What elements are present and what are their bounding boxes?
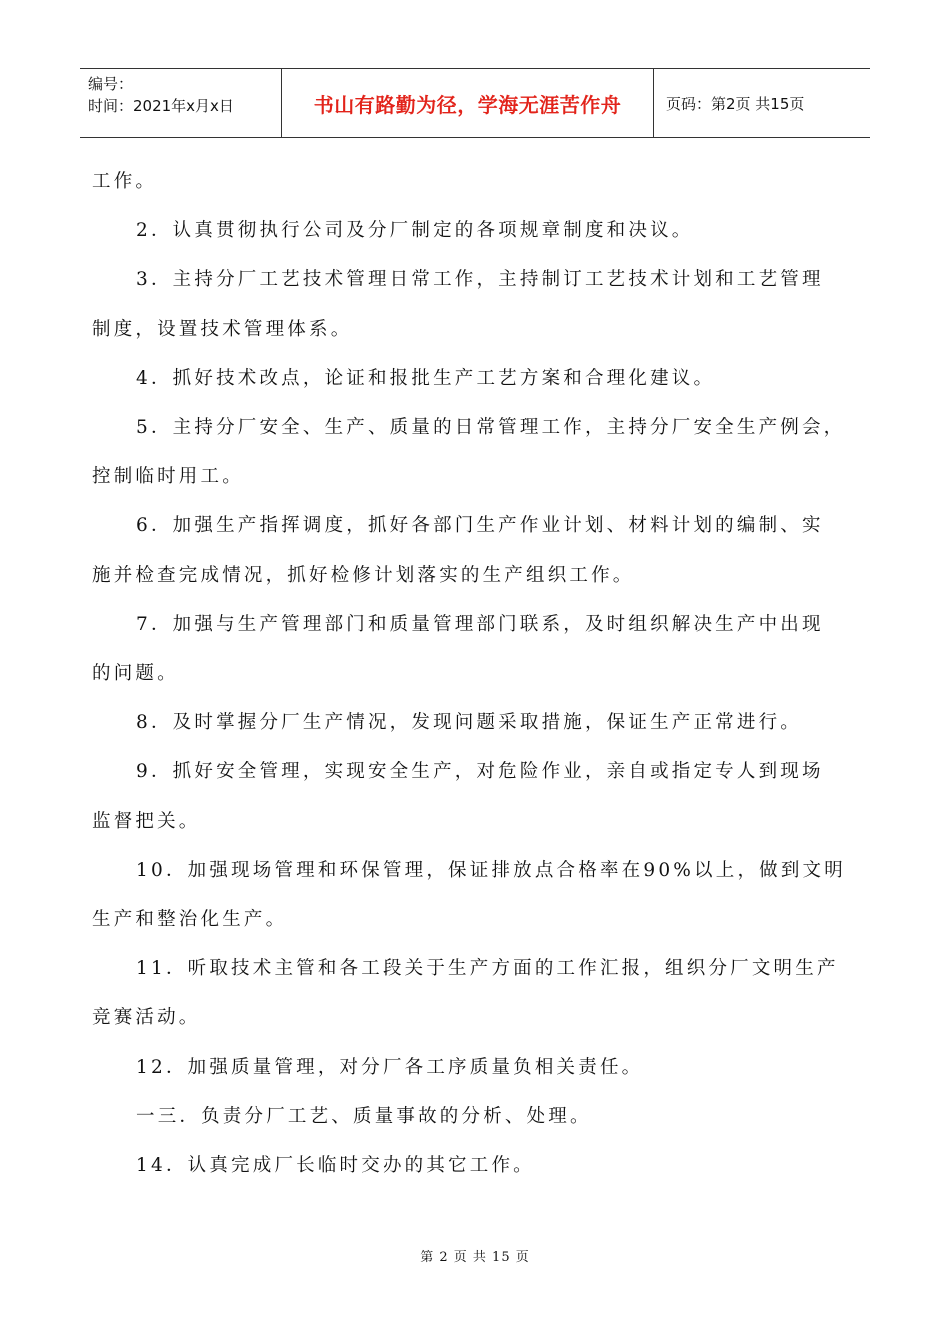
body-line: 9．抓好安全管理，实现安全生产，对危险作业，亲自或指定专人到现场: [136, 761, 824, 783]
serial-label: 编号：: [88, 75, 134, 93]
body-line: 工作。: [92, 171, 158, 192]
body-line: 竞赛活动。: [92, 1007, 201, 1029]
body-line: 5．主持分厂安全、生产、质量的日常管理工作，主持分厂安全生产例会，: [136, 417, 846, 438]
body-line: 制度，设置技术管理体系。: [92, 318, 353, 340]
body-line: 3．主持分厂工艺技术管理日常工作，主持制订工艺技术计划和工艺管理: [136, 269, 824, 291]
body-line: 8．及时掌握分厂生产情况，发现问题采取措施，保证生产正常进行。: [136, 712, 802, 734]
date-text: 时间：2021年x月x日: [88, 97, 234, 115]
header-page-cell: [654, 69, 870, 137]
body-line: 的问题。: [92, 663, 179, 684]
header-motto-cell: [282, 69, 654, 137]
body-line: 7．加强与生产管理部门和质量管理部门联系，及时组织解决生产中出现: [136, 613, 824, 635]
header-meta: [80, 69, 282, 137]
page-header: [80, 68, 870, 138]
body-line: 生产和整治化生产。: [92, 909, 288, 930]
body-line: 6．加强生产指挥调度，抓好各部门生产作业计划、材料计划的编制、实: [136, 515, 824, 537]
motto-text: 书山有路勤为径，学海无涯苦作舟: [313, 92, 622, 117]
body-line: 14．认真完成厂长临时交办的其它工作。: [136, 1155, 535, 1176]
body-line: 控制临时用工。: [92, 466, 244, 488]
page-footer: 第 2 页 共 15 页: [420, 1250, 530, 1265]
body-line: 10．加强现场管理和环保管理，保证排放点合格率在90%以上，做到文明: [136, 859, 846, 881]
body-line: 一三．负责分厂工艺、质量事故的分析、处理。: [136, 1105, 592, 1127]
body-line: 监督把关。: [92, 810, 201, 832]
body-line: 2．认真贯彻执行公司及分厂制定的各项规章制度和决议。: [136, 220, 694, 242]
body-line: 11．听取技术主管和各工段关于生产方面的工作汇报，组织分厂文明生产: [136, 958, 839, 980]
page-info: 页码：第2页 共15页: [666, 94, 805, 113]
body-line: 施并检查完成情况，抓好检修计划落实的生产组织工作。: [92, 564, 635, 586]
body-line: 12．加强质量管理，对分厂各工序质量负相关责任。: [136, 1056, 644, 1078]
body-line: 4．抓好技术改点，论证和报批生产工艺方案和合理化建议。: [136, 367, 716, 389]
